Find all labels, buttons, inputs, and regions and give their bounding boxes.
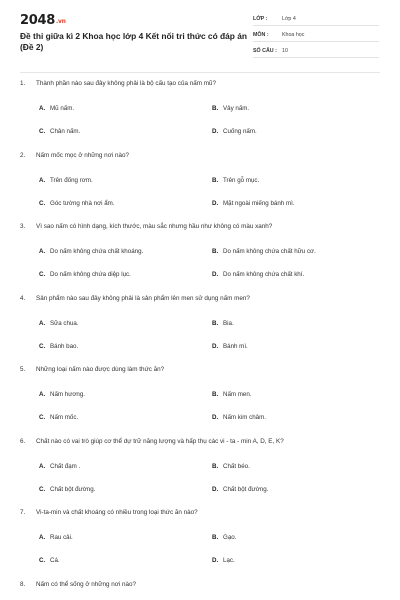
option-letter: A. xyxy=(39,105,46,112)
option-text: Sữa chua. xyxy=(50,319,79,327)
option-b[interactable] xyxy=(212,177,259,184)
meta-label: MÔN : xyxy=(253,32,269,38)
option-d[interactable] xyxy=(212,486,268,493)
option-text: Do nấm không chứa chất khí. xyxy=(223,271,305,278)
question-text xyxy=(20,80,216,87)
question-body: Vi-ta-min và chất khoáng có nhiều trong loại thức ăn nào? xyxy=(36,509,198,516)
question-number: 5. xyxy=(20,366,26,373)
option-text: Rau cải. xyxy=(50,534,73,541)
option-letter: A. xyxy=(39,319,46,327)
question-body: Sản phẩm nào sau đây không phải là sản phẩm lên men sử dụng nấm men? xyxy=(36,294,250,302)
option-text: Nấm mốc. xyxy=(50,414,79,421)
question-7 xyxy=(20,509,380,581)
question-number: 7. xyxy=(20,509,26,516)
meta-row-subject xyxy=(253,29,379,42)
option-letter: C. xyxy=(39,271,46,278)
option-text: Chất bột đường. xyxy=(223,485,269,493)
meta-row-grade xyxy=(253,13,379,26)
question-body: Chất nào có vai trò giúp cơ thể dự trữ năng lượng và hấp thụ các vi - ta - min A, D, E, K? xyxy=(36,437,284,445)
option-letter: C. xyxy=(39,414,46,421)
option-b[interactable] xyxy=(212,248,316,255)
question-body: Những loại nấm nào được dùng làm thức ăn? xyxy=(36,366,165,373)
option-d[interactable] xyxy=(212,200,295,207)
option-letter: D. xyxy=(212,414,219,421)
option-a[interactable] xyxy=(39,463,80,470)
option-letter: C. xyxy=(39,557,46,564)
meta-value: Lớp 4 xyxy=(282,16,296,22)
option-text: Bánh mì. xyxy=(223,342,248,350)
option-text: Do nấm không chứa chất khoáng. xyxy=(50,248,144,255)
question-text xyxy=(20,152,129,159)
option-b[interactable] xyxy=(212,534,236,541)
option-c[interactable] xyxy=(39,557,60,564)
option-letter: D. xyxy=(212,271,219,278)
question-number: 4. xyxy=(20,294,26,302)
option-letter: C. xyxy=(39,342,46,350)
option-text: Nấm men. xyxy=(223,391,252,398)
option-d[interactable] xyxy=(212,343,248,350)
option-text: Cá. xyxy=(50,557,60,564)
option-text: Lạc. xyxy=(223,557,235,564)
question-body: Nấm mốc mọc ở những nơi nào? xyxy=(36,151,129,159)
option-letter: A. xyxy=(39,176,46,184)
question-6 xyxy=(20,438,380,510)
option-a[interactable] xyxy=(39,391,85,398)
option-a[interactable] xyxy=(39,105,74,112)
question-text xyxy=(20,295,250,302)
option-letter: B. xyxy=(212,105,219,112)
logo-text: 2048 xyxy=(20,13,55,28)
option-letter: D. xyxy=(212,199,219,207)
option-text: Góc tường nhà nơi ẩm. xyxy=(50,199,115,207)
option-letter: A. xyxy=(39,534,46,541)
option-text: Bia. xyxy=(223,319,234,327)
question-text xyxy=(20,581,136,588)
option-text: Trên gỗ mục. xyxy=(223,176,260,184)
option-letter: B. xyxy=(212,248,219,255)
option-letter: B. xyxy=(212,534,219,541)
question-3 xyxy=(20,223,380,295)
meta-value: 10 xyxy=(282,48,288,54)
option-b[interactable] xyxy=(212,463,250,470)
question-body: Nấm có thể sống ở những nơi nào? xyxy=(36,580,136,588)
option-text: Chất bột đường. xyxy=(50,485,96,493)
option-text: Bánh bao. xyxy=(50,342,79,350)
question-number: 6. xyxy=(20,437,26,445)
option-text: Do nấm không chứa diệp lục. xyxy=(50,271,131,278)
question-text xyxy=(20,438,284,445)
option-text: Trên đống rơm. xyxy=(50,176,93,184)
option-text: Nấm kim châm. xyxy=(223,414,266,421)
option-c[interactable] xyxy=(39,271,131,278)
question-8 xyxy=(20,581,380,600)
option-letter: C. xyxy=(39,485,46,493)
meta-row-count xyxy=(253,45,379,58)
option-letter: A. xyxy=(39,391,46,398)
question-number: 1. xyxy=(20,80,26,87)
option-d[interactable] xyxy=(212,271,304,278)
option-letter: C. xyxy=(39,128,46,135)
meta-info xyxy=(253,13,379,58)
option-b[interactable] xyxy=(212,320,234,327)
logo-domain: .vn xyxy=(55,18,66,25)
option-text: Mặt ngoài miếng bánh mì. xyxy=(223,199,295,207)
option-c[interactable] xyxy=(39,343,78,350)
option-text: Chất béo. xyxy=(223,462,250,470)
option-a[interactable] xyxy=(39,177,93,184)
question-number: 2. xyxy=(20,151,26,159)
option-letter: B. xyxy=(212,176,219,184)
option-letter: B. xyxy=(212,462,219,470)
meta-label: SỐ CÂU : xyxy=(253,48,277,54)
option-letter: D. xyxy=(212,557,219,564)
option-letter: B. xyxy=(212,319,219,327)
question-list xyxy=(20,80,380,600)
option-text: Nấm hương. xyxy=(50,391,86,398)
meta-value: Khoa học xyxy=(282,32,305,38)
option-d[interactable] xyxy=(212,557,235,564)
question-5 xyxy=(20,366,380,438)
option-d[interactable] xyxy=(212,414,266,421)
option-text: Do nấm không chứa chất hữu cơ. xyxy=(223,248,316,255)
option-a[interactable] xyxy=(39,248,143,255)
option-letter: D. xyxy=(212,485,219,493)
meta-label: LỚP : xyxy=(253,16,268,22)
option-text: Chất đạm . xyxy=(50,462,81,470)
question-body: Thành phần nào sau đây không phải là bộ cấu tạo của nấm mũ? xyxy=(36,80,216,87)
option-letter: B. xyxy=(212,391,219,398)
option-a[interactable] xyxy=(39,534,73,541)
option-b[interactable] xyxy=(212,105,249,112)
question-2 xyxy=(20,152,380,224)
option-letter: A. xyxy=(39,462,46,470)
question-text xyxy=(20,509,198,516)
option-text: Chân nấm. xyxy=(50,128,81,135)
document-title: Đề thi giữa kì 2 Khoa học lớp 4 Kết nối tri thức có đáp án (Đề 2) xyxy=(20,31,248,52)
question-number: 8. xyxy=(20,580,26,588)
option-letter: A. xyxy=(39,248,46,255)
option-c[interactable] xyxy=(39,414,78,421)
option-b[interactable] xyxy=(212,391,252,398)
question-number: 3. xyxy=(20,223,26,230)
option-d[interactable] xyxy=(212,128,257,135)
header-divider xyxy=(20,72,380,73)
question-text xyxy=(20,366,164,373)
option-c[interactable] xyxy=(39,486,95,493)
question-4 xyxy=(20,295,380,367)
option-letter: C. xyxy=(39,199,46,207)
option-c[interactable] xyxy=(39,128,80,135)
option-letter: D. xyxy=(212,128,219,135)
option-text: Cuống nấm. xyxy=(223,128,257,135)
question-1 xyxy=(20,80,380,152)
option-text: Vảy nấm. xyxy=(223,105,250,112)
option-a[interactable] xyxy=(39,320,79,327)
option-c[interactable] xyxy=(39,200,115,207)
site-logo[interactable] xyxy=(20,13,66,28)
question-body: Vì sao nấm có hình dạng, kích thước, màu sắc nhưng hầu như không có màu xanh? xyxy=(36,223,273,230)
option-letter: D. xyxy=(212,342,219,350)
option-text: Mũ nấm. xyxy=(50,105,75,112)
question-text xyxy=(20,223,272,230)
option-text: Gạo. xyxy=(223,534,237,541)
